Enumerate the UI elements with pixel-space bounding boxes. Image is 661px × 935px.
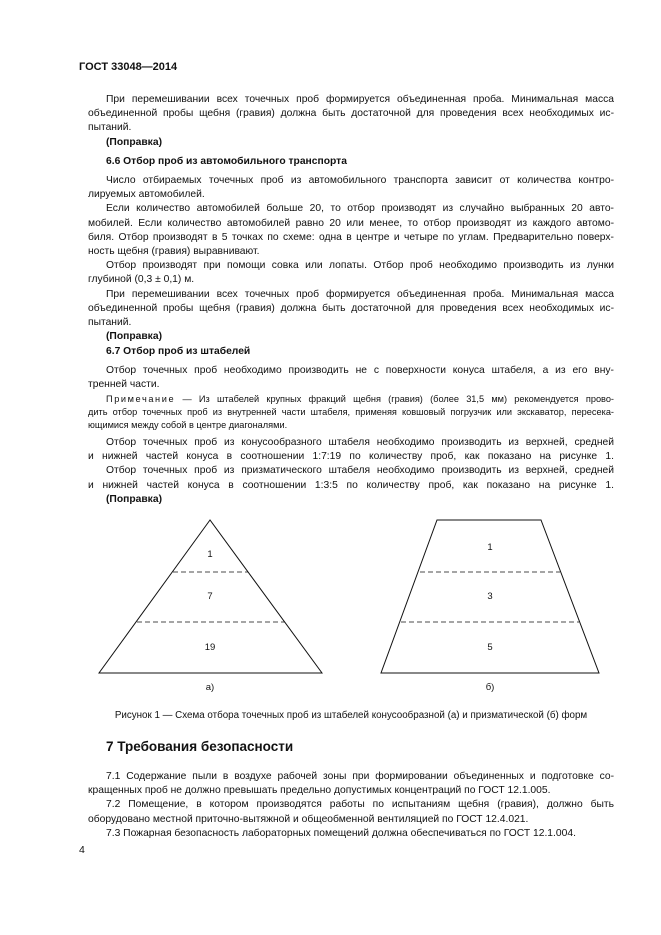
cone-label-top: 1 <box>207 549 213 560</box>
text-line: При перемешивании всех точечных проб формируется объединенная проба. Минимальная масса <box>106 94 614 105</box>
prism-label-top: 1 <box>487 542 493 553</box>
text-line: При перемешивании всех точечных проб формируется объединенная проба. Минимальная масса <box>106 288 614 300</box>
text-line: Отбор точечных проб из конусообразного штабеля необходимо производить из верхней, средней <box>106 437 614 448</box>
note-text: — Из штабелей крупных фракций щебня (гравия) (более 31,5 мм) рекомендуется прово- <box>182 394 614 404</box>
text-line: 7.1 Содержание пыли в воздухе рабочей зоны при формировании объединенных и подготовке со- <box>106 771 614 782</box>
text-line: Число отбираемых точечных проб из автомобильного транспорта зависит от количества контро- <box>106 175 614 186</box>
note-line: дить отбор точечных проб из внутренней части штабеля, применяя ковшовый погрузчик или экскаватор, пересека- <box>88 407 614 417</box>
cone-label-middle: 7 <box>207 591 213 602</box>
text-line: 7.3 Пожарная безопасность лабораторных помещений должна обеспечиваться по ГОСТ 12.1.004. <box>106 827 576 839</box>
section-6-7-title: 6.7 Отбор проб из штабелей <box>106 346 251 357</box>
text-line: лируемых автомобилей. <box>88 189 205 201</box>
text-line: ность щебня (гравия) выравнивают. <box>88 246 260 258</box>
amendment-note: (Поправка) <box>106 136 162 148</box>
text-line: Если количество автомобилей больше 20, то отбор производят из случайно выбранных 20 авто- <box>106 203 614 215</box>
text-line: и нижней частей конуса в соотношении 1:3:5 по количеству проб, как показано на рисунке 1. <box>88 479 614 491</box>
note-label: Примечание <box>106 394 176 404</box>
prism-label-bottom: 5 <box>487 642 493 653</box>
subfigure-b-label: б) <box>485 682 495 693</box>
text-line: объединенной пробы щебня (гравия) должна быть достаточной для проведения всех необходимых ис- <box>88 108 614 120</box>
text-line: Отбор производят при помощи совка или лопаты. Отбор проб необходимо производить из лунки <box>106 260 614 272</box>
text-line: кращенных проб не должно превышать предельно допустимых концентраций по ГОСТ 12.1.005. <box>88 785 551 797</box>
figure-caption: Рисунок 1 — Схема отбора точечных проб из штабелей конусообразной (а) и призматической (б) форм <box>114 710 588 721</box>
text-line: тренней части. <box>88 379 160 391</box>
text-line: 7.2 Помещение, в котором производятся работы по испытаниям щебня (гравия), должно быть <box>106 799 614 811</box>
text-line: и нижней частей конуса в соотношении 1:7:19 по количеству проб, как показано на рисунке 1. <box>88 451 614 463</box>
page-number: 4 <box>79 844 85 856</box>
text-line: оборудовано местной приточно-вытяжной и общеобменной вентиляцией по ГОСТ 12.4.021. <box>88 813 529 825</box>
section-6-6-title: 6.6 Отбор проб из автомобильного транспорта <box>106 156 347 167</box>
cone-label-bottom: 19 <box>204 642 216 653</box>
amendment-note: (Поправка) <box>106 493 162 505</box>
amendment-note: (Поправка) <box>106 331 162 343</box>
subfigure-a-label: а) <box>205 682 215 693</box>
cone-pile-diagram <box>99 520 322 673</box>
section-7-body <box>88 770 614 841</box>
text-line: объединенной пробы щебня (гравия) должна быть достаточной для проведения всех необходимых ис- <box>88 302 614 314</box>
text-line: Отбор точечных проб из призматического штабеля необходимо производить из верхней, средней <box>106 465 614 477</box>
text-line: глубиной (0,3 ± 0,1) м. <box>88 274 195 286</box>
text-line: мобилей. Если количество автомобилей равно 20 или менее, то отбор производят из каждого автомо- <box>88 217 614 229</box>
prism-label-middle: 3 <box>487 591 493 602</box>
section-7-title: 7 Требования безопасности <box>106 739 294 754</box>
text-line: биля. Отбор производят в 5 точках по схеме: одна в центре и четыре по углам. Предварительно поверх- <box>88 231 614 243</box>
text-line: пытаний. <box>88 122 132 134</box>
note-line: ющимися между собой в центре диагоналями. <box>88 420 288 430</box>
prism-pile-diagram <box>381 520 599 673</box>
text-line: Отбор точечных проб необходимо производить не с поверхности конуса штабеля, а из его вну- <box>106 365 614 376</box>
text-line: пытаний. <box>88 317 132 329</box>
document-code: ГОСТ 33048—2014 <box>79 61 178 73</box>
